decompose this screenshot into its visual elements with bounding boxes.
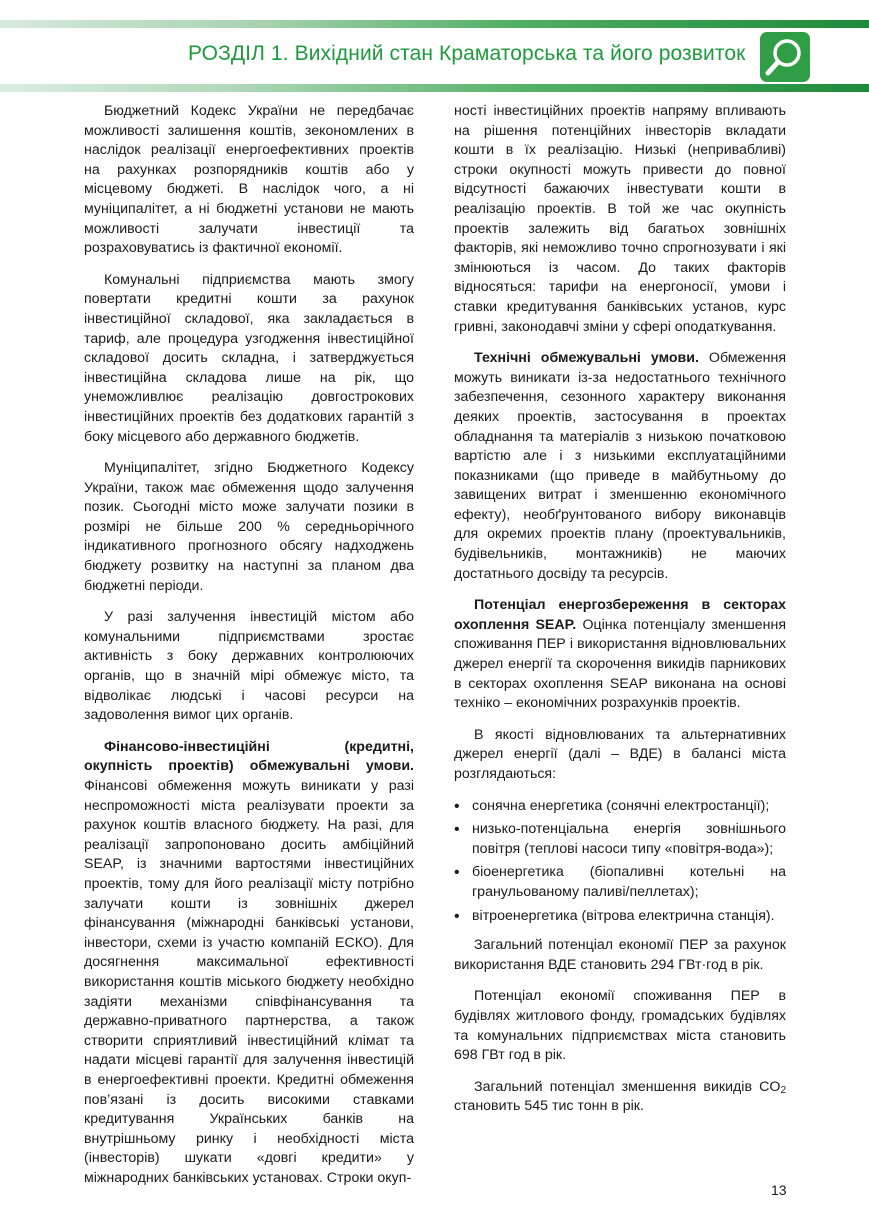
paragraph: У разі залучення інвестицій містом або комунальними підприємствами зростає активність з боку державних контролюючих органів, що в значній мірі обмежує місто, та відволікає людські і часові ресурси на задоволення вимог цих органів. [84,609,414,724]
paragraph-heading: Технічні обмежувальні умови. [474,350,699,367]
list-item: • сонячна енергетика (сонячні електростанції); [454,797,786,817]
right-column [454,102,786,1129]
magnifier-icon [760,32,810,82]
paragraph: Комунальні підприємства мають змогу повертати кредитні кошти за рахунок інвестиційної складової, яка закладається в тариф, але процедура узгодження інвестиційної складової досить складна, і затверджується інвестиційна складова лише на рік, що унеможливлює реалізацію довгострокових інвестиційних проектів без додаткових гарантій з боку місцевого або державного бюджетів. [84,271,414,445]
paragraph: ності інвестиційних проектів напряму впливають на рішення потенційних інвесторів вкладати кошти в їх реалізацію. Низькі (непривабливі) строки окупності можуть привести до повної відсутності бажаючих інвестувати кошти в реалізацію проектів. В той же час окупність проектів залежить від багатьох зовнішніх факторів, які неможливо точно спрогнозувати і які змінюються із часом. До таких факторів відносяться: тарифи на енергоносії, умови і ставки кредитування банківських установ, курс гривні, законодавчі зміни у сфері оподаткування. [454,103,786,335]
paragraph-text: становить 545 тис тонн в рік. [454,1098,644,1115]
section-title: РОЗДІЛ 1. Вихідний стан Краматорська та його розвиток [188,42,746,65]
paragraph-text: Фінансові обмеження можуть виникати у разі неспроможності міста реалізувати проекти за рахунок коштів власного бюджету. На разі, для реалізації запропоновано досить амбіційний SEAP, із значними вартостями інвестиційних проектів, тому для його реалізації місту потрібно залучати кошти із зовнішніх джерел фінансування (міжнародні банківські установи, інвестори, схеми із участю компаній ЕСКО). Для досягнення максимальної ефективності використання коштів міського бюджету необхідно задіяти механізми співфінансування та державно-приватного партнерства, а також створити сприятливий інвестиційний клімат та надати місцеві гарантії для залучення інвестицій в енергоефективні проекти. Кредитні обмеження пов’язані із досить високими ставками кредитування Українських банків на внутрішньому ринку і необхідності міста (інвесторів) шукати «довгі кредити» у міжнародних банківських установах. Строки окуп- [84,778,414,1186]
paragraph-text: Загальний потенціал зменшення викидів CO [474,1078,781,1095]
paragraph [454,596,786,714]
list-item: • біоенергетика (біопаливні котельні на гранульованому паливі/пеллетах); [454,863,786,902]
paragraph [454,349,786,584]
paragraph: Бюджетний Кодекс України не передбачає можливості залишення коштів, зекономлених в наслідок реалізації енергоефективних проектів на рахунках розпорядників коштів або у місцевому бюджеті. В наслідок чого, а ні муніципалітет, а ні бюджетні установи не мають можливості залучати інвестиції та розраховуватись із фактичної економії. [84,103,414,257]
paragraph: Муніципалітет, згідно Бюджетного Кодексу України, також має обмеження щодо залучення позик. Сьогодні місто може залучати позики в розмірі не більше 200 % середньорічного індикативного прогнозного обсягу надходжень бюджету розвитку на наступні за планом два бюджетні періоди. [84,460,414,594]
paragraph-heading: Потенціал енергозбереження в секторах охоплення SEAP. [454,597,786,633]
page-number: 13 [771,1182,787,1198]
paragraph: Потенціал економії споживання ПЕР в будівлях житлового фонду, громадських будівлях та комунальних підприємствах міста становить 698 ГВт год в рік. [454,988,786,1064]
bullet-list [454,797,786,927]
header-top-stripe [0,20,869,28]
paragraph [454,1078,786,1117]
subscript: 2 [780,1084,786,1096]
left-column [84,102,414,1200]
paragraph [84,738,414,1189]
paragraph: В якості відновлюваних та альтернативних джерел енергії (далі – ВДЕ) в балансі міста розглядаються: [454,726,786,782]
paragraph: Загальний потенціал економії ПЕР за рахунок використання ВДЕ становить 294 ГВт·год в рік. [454,937,786,973]
paragraph-heading: Фінансово-інвестиційні (кредитні, окупність проектів) обмежувальні умови. [84,738,414,775]
list-item: • вітроенергетика (вітрова електрична станція). [454,907,786,927]
paragraph-text: Обмеження можуть виникати із-за недостатнього технічного забезпечення, сезонного характеру виконання деяких проектів, застосування в проектах обладнання та матеріалів з низькою початковою вартістю але і з низькими експлуатаційними показниками (що приведе в майбутньому до завищених витрат і зменшенню економічного ефекту), необґрунтованого вибору виконавців для окремих проектів плану (проектувальників, будівельників, монтажників) не маючих достатнього досвіду та ресурсів. [454,350,786,582]
list-item: • низько-потенціальна енергія зовнішнього повітря (теплові насоси типу «повітря-вода»); [454,820,786,859]
header-bottom-stripe [0,84,869,92]
paragraph-text: Оцінка потенціалу зменшення споживання ПЕР і використання відновлювальних джерел енергії та скорочення викидів парникових в секторах охоплення SEAP виконана на основі техніко – економічних розрахунків проектів. [454,616,787,712]
